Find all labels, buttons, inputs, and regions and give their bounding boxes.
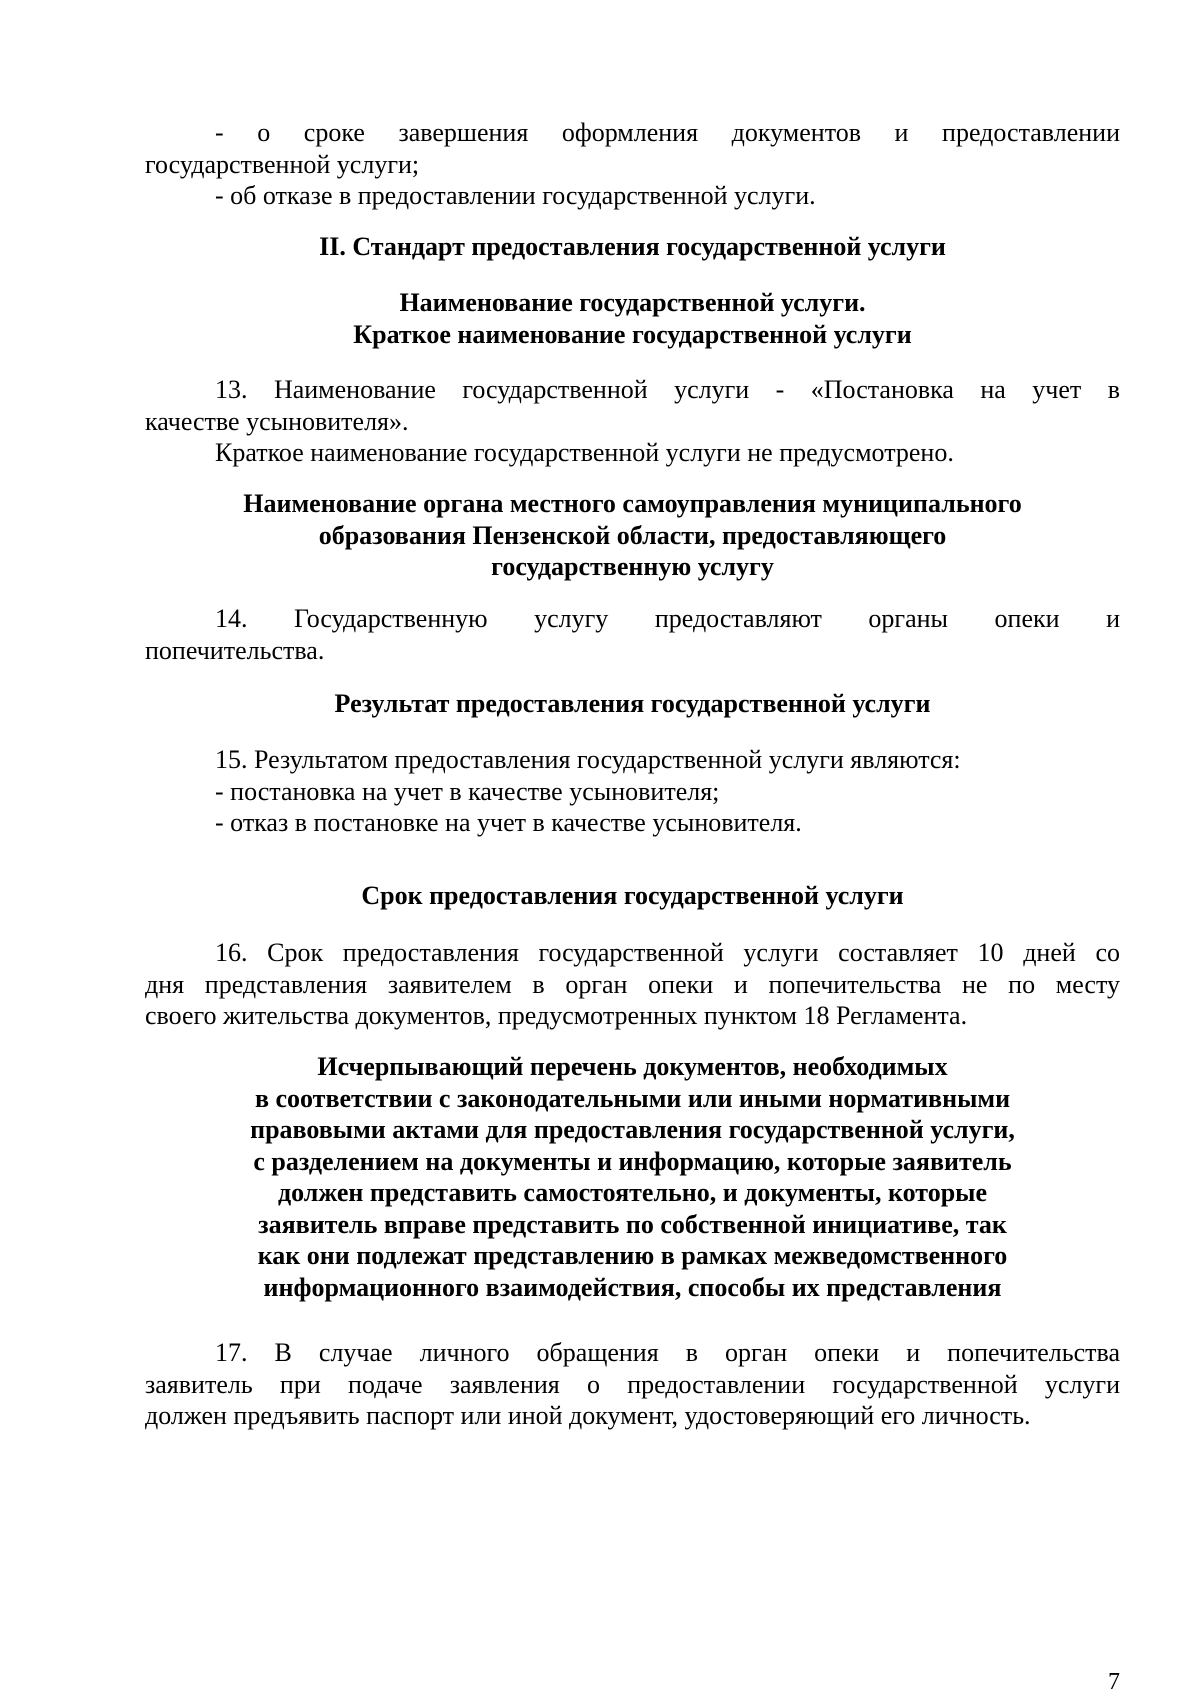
item-14-line-2: попечительства. [145, 635, 325, 665]
section-2-title [145, 231, 1120, 263]
heading-result-line-1: Результат предоставления государственной услуги [334, 689, 931, 718]
heading-service-name-line-2: Краткое наименование государственной услуги [353, 319, 912, 349]
heading-organ-line-2: образования Пензенской области, предоставляющего [318, 520, 947, 550]
page-number: 7 [1108, 1669, 1120, 1695]
heading-documents-line-4: с разделением на документы и информацию, которые заявитель [253, 1146, 1012, 1176]
item-15-line-3: - отказ в постановке на учет в качестве усыновителя. [215, 808, 802, 837]
item-16-line-3: своего жительства документов, предусмотренных пунктом 18 Регламента. [145, 1001, 968, 1030]
item-17-line-2: заявитель при подаче заявления о предоставлении государственной услуги [145, 1369, 1120, 1399]
heading-documents-line-2: в соответствии с законодательными или иными нормативными [254, 1083, 1011, 1113]
item-14-paragraph [145, 603, 1120, 666]
heading-organ [145, 488, 1120, 583]
item-15-line-2: - постановка на учет в качестве усыновителя; [215, 776, 720, 806]
heading-service-name [145, 287, 1120, 350]
item-17-line-1: 17. В случае личного обращения в орган опеки и попечительства [215, 1338, 1120, 1367]
item-15-paragraph [145, 744, 1120, 839]
item-14-line-1: 14. Государственную услугу предоставляют органы опеки и [215, 604, 1120, 633]
section-2-title-text: II. Стандарт предоставления государственной услуги [319, 232, 946, 261]
heading-result [145, 688, 1120, 720]
item-17-line-3: должен предъявить паспорт или иной документ, удостоверяющий его личность. [145, 1401, 1031, 1430]
item-16-line-2: дня представления заявителем в орган опеки и попечительства не по месту [145, 969, 1120, 999]
intro-line-1: - о сроке завершения оформления документов и предоставлении [215, 118, 1120, 147]
item-16-paragraph [145, 937, 1120, 1032]
intro-paragraph [145, 117, 1120, 212]
heading-documents-line-1: Исчерпывающий перечень документов, необходимых [317, 1052, 948, 1081]
heading-term [145, 880, 1120, 912]
item-16-line-1: 16. Срок предоставления государственной услуги составляет 10 дней со [215, 938, 1120, 967]
item-15-line-1: 15. Результатом предоставления государственной услуги являются: [215, 745, 961, 774]
item-13-line-1: 13. Наименование государственной услуги - «Постановка на учет в [215, 375, 1120, 404]
heading-documents-line-6: заявитель вправе представить по собственной инициативе, так [258, 1209, 1007, 1239]
heading-organ-line-3: государственную услугу [491, 552, 774, 581]
heading-term-line-1: Срок предоставления государственной услуги [361, 881, 904, 910]
heading-documents-line-8: информационного взаимодействия, способы их представления [263, 1272, 1002, 1302]
heading-documents-line-3: правовыми актами для предоставления государственной услуги, [250, 1115, 1015, 1144]
item-13-line-3: Краткое наименование государственной услуги не предусмотрено. [215, 438, 954, 467]
intro-line-3: - об отказе в предоставлении государственной услуги. [215, 181, 816, 210]
item-13-paragraph [145, 374, 1120, 469]
item-17-paragraph [145, 1337, 1120, 1432]
heading-service-name-line-1: Наименование государственной услуги. [399, 288, 866, 317]
heading-documents-line-5: должен представить самостоятельно, и документы, которые [277, 1178, 987, 1207]
intro-line-2: государственной услуги; [145, 149, 420, 179]
item-13-line-2: качестве усыновителя». [145, 406, 409, 436]
heading-documents [145, 1051, 1120, 1303]
heading-organ-line-1: Наименование органа местного самоуправления муниципального [243, 489, 1022, 518]
heading-documents-line-7: как они подлежат представлению в рамках межведомственного [257, 1241, 1008, 1270]
